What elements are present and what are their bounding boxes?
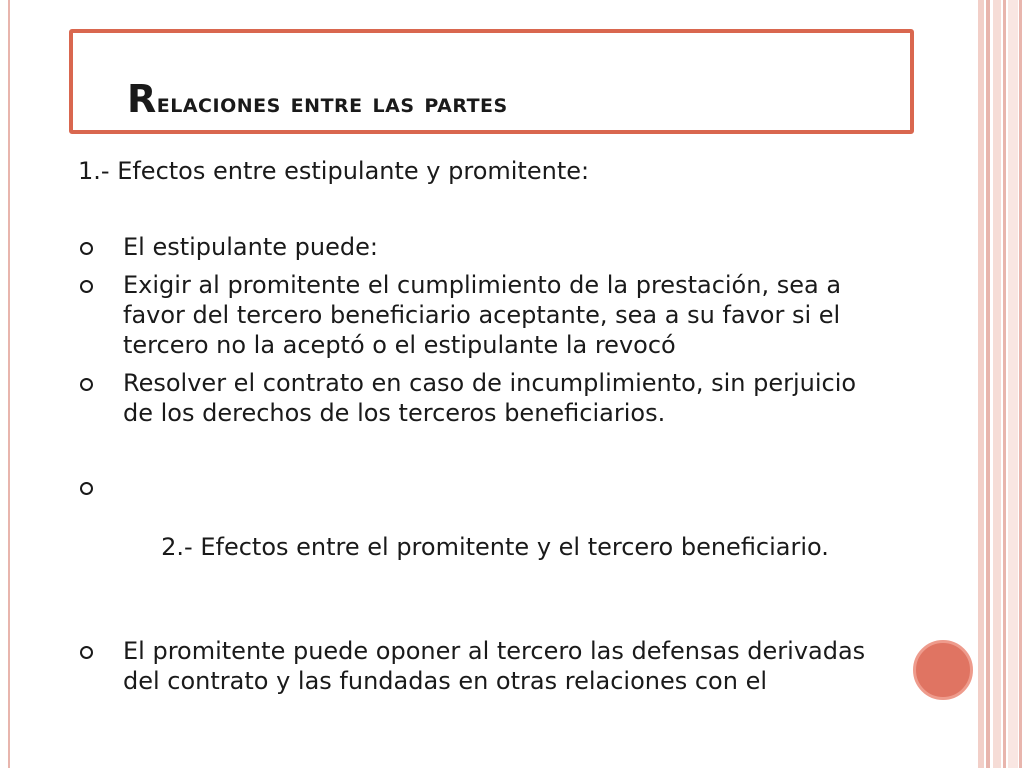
- bullet-item: [78, 368, 883, 428]
- bullet-circle-icon: [80, 482, 93, 495]
- slide-title: [127, 77, 508, 121]
- bullet-circle-icon: [80, 378, 93, 391]
- right-stripe-2: [986, 0, 990, 768]
- bullet-item: [78, 270, 883, 360]
- intro-line: 1.- Efectos entre estipulante y promitente:: [78, 157, 590, 185]
- right-stripe-1: [978, 0, 984, 768]
- bullet-circle-icon: [80, 280, 93, 293]
- title-frame: [69, 29, 914, 134]
- decorative-circle: [913, 640, 973, 700]
- bullet-item: [78, 232, 883, 262]
- slide-title-rest: elaciones entre las partes: [156, 88, 508, 119]
- bullet-item: [78, 472, 883, 592]
- bullet-text: 2.- Efectos entre el promitente y el tercero beneficiario.: [153, 533, 829, 561]
- bullet-item: [78, 636, 883, 696]
- bullet-text: Resolver el contrato en caso de incumplimiento, sin perjuicio de los derechos de los terceros beneficiarios.: [123, 369, 857, 427]
- right-stripe-3: [993, 0, 1001, 768]
- bullet-text: Exigir al promitente el cumplimiento de la prestación, sea a favor del tercero beneficiario aceptante, sea a su favor si el tercero no la aceptó o el estipulante la revocó: [123, 271, 842, 359]
- right-stripe-5: [1008, 0, 1018, 768]
- right-stripe-4: [1003, 0, 1006, 768]
- bullet-list: [78, 232, 883, 696]
- bullet-circle-icon: [80, 242, 93, 255]
- right-stripe-6: [1019, 0, 1022, 768]
- slide-title-initial: R: [127, 77, 157, 121]
- bullet-circle-icon: [80, 646, 93, 659]
- bullet-text: El promitente puede oponer al tercero las defensas derivadas del contrato y las fundadas en otras relaciones con el: [123, 637, 866, 695]
- left-border-line: [8, 0, 10, 768]
- bullet-text: El estipulante puede:: [123, 233, 378, 261]
